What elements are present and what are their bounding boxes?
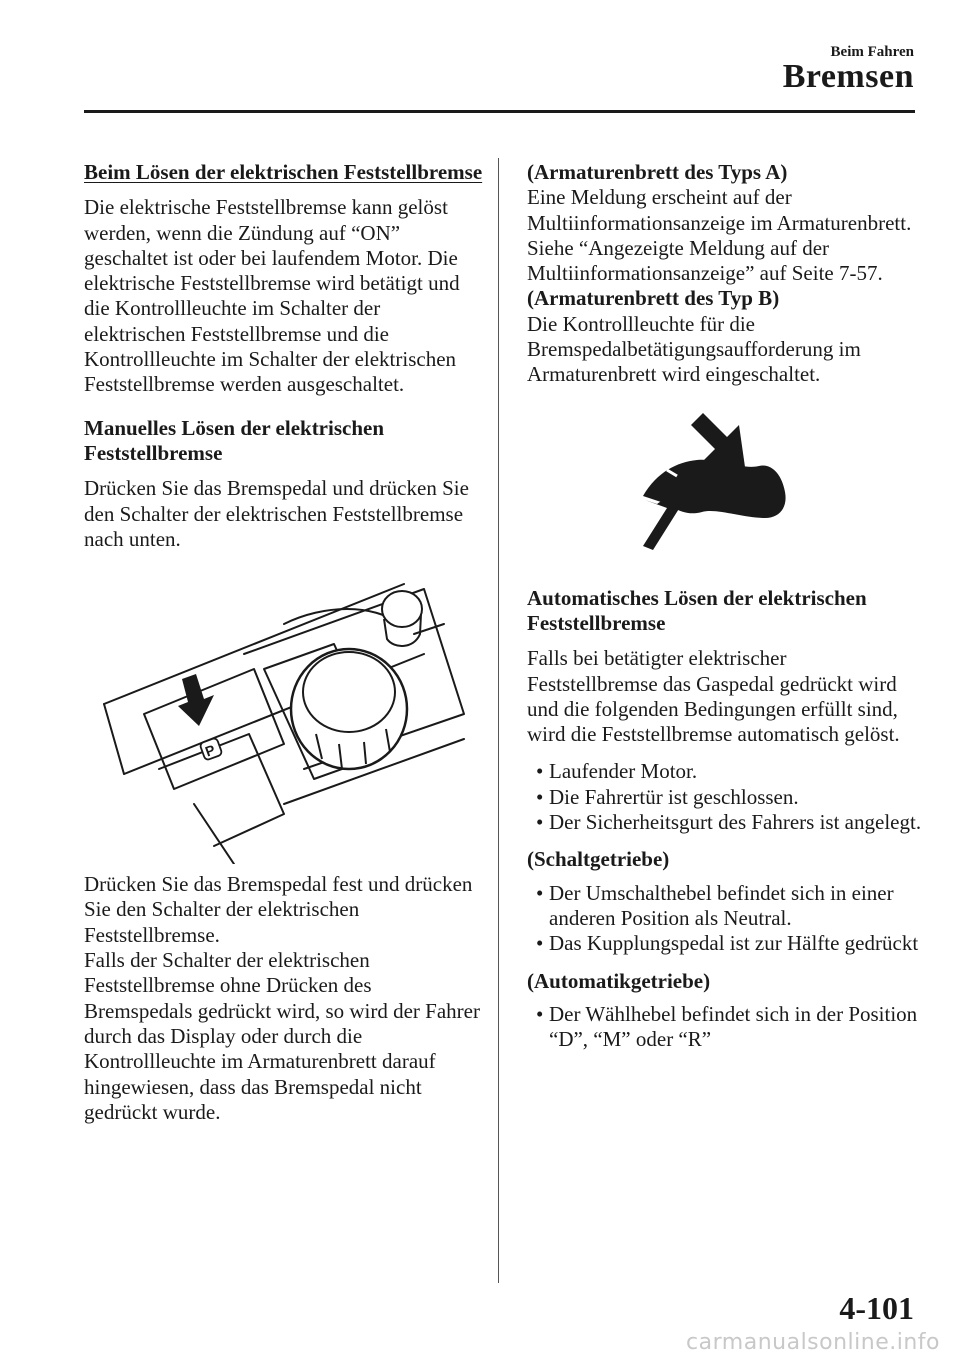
watermark: carmanualsonline.info (686, 1330, 940, 1355)
paragraph-press-firmly: Drücken Sie das Bremspedal fest und drücken Sie den Schalter der elektrischen Feststellbremse. (84, 872, 473, 947)
parking-brake-symbol: P (202, 741, 218, 760)
list-item: • Das Kupplungspedal ist zur Hälfte gedrückt (536, 931, 919, 956)
heading-manual-transmission: (Schaltgetriebe) (527, 847, 670, 872)
list-item: • Der Umschalthebel befindet sich in einer anderen Position als Neutral. (536, 880, 894, 930)
section-label: Beim Fahren (830, 44, 914, 60)
heading-cluster-type-b: (Armaturenbrett des Typ B) (527, 286, 780, 311)
heading-releasing-brake: Beim Lösen der elektrischen Feststellbremse (84, 160, 483, 184)
column-divider (498, 158, 499, 1283)
paragraph-manual-release: Drücken Sie das Bremspedal und drücken Sie den Schalter der elektrischen Feststellbremse nach unten. (84, 476, 469, 551)
heading-cluster-type-a: (Armaturenbrett des Typs A) (527, 160, 788, 184)
heading-automatic-transmission: (Automatikgetriebe) (527, 968, 711, 993)
text-type-a-reference: Siehe “Angezeigte Meldung auf der Multiinformationsanzeige” auf Seite 7-57. (527, 235, 883, 286)
page-number: 4-101 (839, 1290, 914, 1326)
paragraph-warning: Falls der Schalter der elektrischen Feststellbremse ohne Drücken des Bremspedals gedrückt wird, so wird der Fahrer durch das Display oder durch die Kontrollleuchte im Armaturenbrett darauf hingewiesen, dass das Bremspedal nicht gedrückt wurde. (84, 948, 480, 1124)
left-column (84, 160, 484, 1137)
page-title: Bremsen (782, 58, 914, 95)
header-rule (84, 110, 915, 113)
list-item: • Laufender Motor. (536, 759, 698, 784)
text-type-a-message: Eine Meldung erscheint auf der Multiinformationsanzeige im Armaturenbrett. (527, 185, 912, 235)
list-item: • Der Sicherheitsgurt des Fahrers ist angelegt. (536, 810, 922, 835)
push-down-arrow-icon (178, 674, 214, 726)
brake-pedal-indicator-icon (527, 400, 922, 570)
heading-auto-release: Automatisches Lösen der elektrischen Feststellbremse (527, 585, 867, 635)
right-column (527, 160, 922, 1064)
list-item: • Die Fahrertür ist geschlossen. (536, 784, 799, 809)
parking-brake-switch-illustration (84, 564, 484, 864)
paragraph-release-conditions: Die elektrische Feststellbremse kann gelöst werden, wenn die Zündung auf “ON” geschaltet ist oder bei laufendem Motor. Die elektrische Feststellbremse wird betätigt und die Kontrollleuchte im Schalter der elektrischen Feststellbremse und die Kontrollleuchte im Schalter der elektrischen Feststellbremse werden ausgeschaltet. (84, 195, 460, 397)
manual-condition-list (527, 881, 922, 957)
auto-condition-list (527, 1002, 922, 1053)
list-item: • Der Wählhebel befindet sich in der Position “D”, “M” oder “R” (536, 1001, 918, 1052)
heading-manual-release: Manuelles Lösen der elektrischen Feststellbremse (84, 415, 385, 465)
paragraph-auto-release: Falls bei betätigter elektrischer Feststellbremse das Gaspedal gedrückt wird und die folgenden Bedingungen erfüllt sind, wird die Feststellbremse automatisch gelöst. (527, 646, 900, 747)
volume-knob (382, 591, 422, 646)
condition-list (527, 759, 922, 835)
rotary-commander-knob (291, 649, 407, 769)
text-type-b-indicator: Die Kontrollleuchte für die Bremspedalbetätigungsaufforderung im Armaturenbrett wird eingeschaltet. (527, 311, 861, 387)
